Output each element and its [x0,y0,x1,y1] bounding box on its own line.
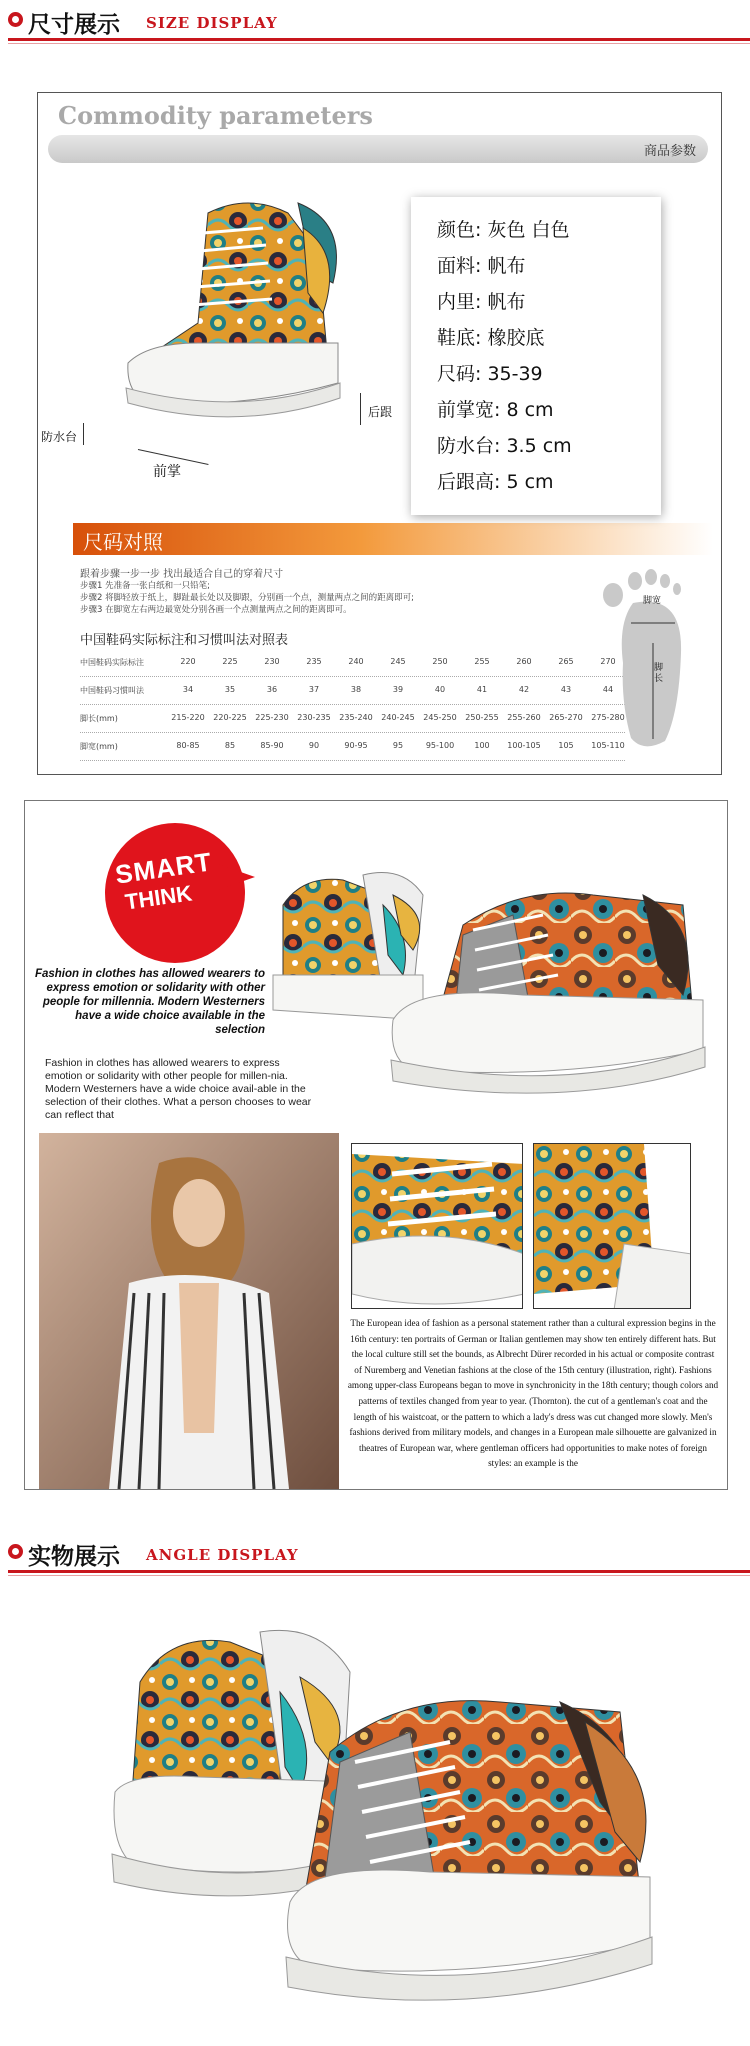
table-cell: 265 [558,657,574,666]
size-chart-banner-label: 尺码对照 [83,530,163,554]
table-cell: 39 [392,685,404,694]
angle-header-cn: 实物展示 [28,1544,120,1570]
table-cell: 85 [224,741,236,750]
table-cell: 250 [432,657,448,666]
table-cell: 275-280 [591,713,625,722]
commodity-parameters-title: Commodity parameters [58,101,373,130]
size-row-foot-width [80,735,625,761]
fashion-history-paragraph: The European idea of fashion as a personal statement rather than a cultural expression begins in the 16th century: ten portraits of German or Italian gentlemen may show ten entirely different hats. But the local culture still set the bounds, as Albrecht Dürer recorded in his actual or composite contrast of Nuremberg and Venetian fashions at the close of the 15th century (illustration, right). Fashions among upper-class Europeans began to move in synchronicity in the 18th century; though colors and patterns of textiles changed from year to year. (Thornton). the cut of a gentleman's coat and the length of his waistcoat, or the pattern to which a lady's dress was cut changed more slowly. Men's fashions derived from military models, and changes in a European male silhouette are galvanized in theatres of European war, where gentleman officers had opportunities to make notes of foreign styles: an example is the [347,1318,719,1469]
table-cell: 220-225 [213,713,247,722]
shoe-side-image [88,193,388,433]
spec-platform: 防水台: 3.5 cm [437,435,572,457]
parameters-bar-label: 商品参数 [643,144,696,159]
heel-label: 后跟 [368,405,393,419]
table-cell: 235 [306,657,322,666]
table-cell: 43 [560,685,572,694]
parameters-bar [48,135,708,163]
detail-thumbnail-toe [351,1143,523,1309]
table-cell: 40 [434,685,446,694]
angle-display-header [0,1532,750,1578]
table-cell: 35 [224,685,236,694]
body-text: Fashion in clothes has allowed wearers to express emotion or solidarity with other people for millen-nia. Modern Westerners have a wide choice avail-able in the selection of their clothes. What a person chooses to wear can reflect that [45,1057,312,1121]
table-cell: 265-270 [549,713,583,722]
tagline-text: Fashion in clothes has allowed wearers to express emotion or solidarity with other people for millennia. Modern Westerners have a wide choice available in the selection [34,968,265,1036]
table-cell: 235-240 [339,713,373,722]
table-cell: 225 [222,657,238,666]
bullet-icon [8,1544,23,1559]
size-step-3: 步骤3 在脚宽左右两边最宽处分别各画一个点测量两点之间的距离即可。 [80,605,352,615]
size-row-foot-length [80,707,625,733]
table-cell: 250-255 [465,713,499,722]
table-cell: 240-245 [381,713,415,722]
spec-forefoot: 前掌宽: 8 cm [437,399,554,421]
table-cell: 90-95 [344,741,368,750]
spec-heel: 后跟高: 5 cm [437,471,554,493]
table-cell: 220 [180,657,196,666]
size-step-intro: 跟着步骤一步一步 找出最适合自己的穿着尺寸 [80,569,284,580]
spec-size: 尺码: 35-39 [437,363,543,385]
table-cell: 230-235 [297,713,331,722]
table-cell: 80-85 [176,741,200,750]
table-cell: 255 [474,657,490,666]
model-photo [39,1133,339,1489]
spec-fabric: 面料: 帆布 [437,255,526,277]
size-step-2: 步骤2 将脚轻放于纸上，脚趾最长处以及脚跟，分别画一个点，测量两点之间的距离即可; [80,593,414,603]
table-cell: 100-105 [507,741,541,750]
spec-sole: 鞋底: 橡胶底 [437,327,545,349]
model-illustration [39,1133,339,1489]
smart-word: SMART [113,846,214,890]
spec-lining: 内里: 帆布 [437,291,526,313]
table-cell: 105-110 [591,741,625,750]
table-cell: 95-100 [425,741,455,750]
table-cell: 42 [518,685,530,694]
detail-thumbnail-side [533,1143,691,1309]
table-cell: 37 [308,685,320,694]
table-cell: 38 [350,685,362,694]
table-cell: 255-260 [507,713,541,722]
think-word: THINK [123,880,194,915]
toe-detail-image [352,1144,523,1309]
side-detail-image [534,1144,691,1309]
table-cell: 34 [182,685,194,694]
heel-dimension-line [360,393,361,425]
spec-card [411,197,661,515]
smart-think-panel [24,800,728,1490]
row-label: 脚长(mm) [80,714,118,723]
foot-width-label: 脚宽 [643,596,662,606]
angle-display-image [0,1592,750,2042]
table-cell: 41 [476,685,488,694]
commodity-parameters-panel [37,92,722,775]
platform-dimension-line [83,423,84,445]
table-cell: 245 [390,657,406,666]
table-cell: 95 [392,741,404,750]
shoe-pair-angle-image [0,1592,750,2042]
row-label: 中国鞋码习惯叫法 [80,686,144,695]
table-cell: 90 [308,741,320,750]
angle-header-en: ANGLE DISPLAY [146,1546,299,1564]
header-divider-thin [8,1575,750,1576]
table-cell: 100 [474,741,490,750]
shoe-pair-image [263,835,723,1105]
header-divider [8,1570,750,1573]
table-cell: 85-90 [260,741,284,750]
table-cell: 36 [266,685,278,694]
table-cell: 44 [602,685,614,694]
row-label: 中国鞋码实际标注 [80,658,144,667]
table-cell: 240 [348,657,364,666]
size-table-title: 中国鞋码实际标注和习惯叫法对照表 [80,633,289,648]
row-label: 脚宽(mm) [80,742,118,751]
foot-length-label: 脚长 [654,663,664,684]
header-divider-thin [8,43,750,44]
footprint-icon [583,563,703,753]
table-cell: 245-250 [423,713,457,722]
size-header-en: SIZE DISPLAY [146,14,278,32]
table-cell: 105 [558,741,574,750]
table-cell: 230 [264,657,280,666]
table-cell: 225-230 [255,713,289,722]
size-row-common [80,679,625,705]
spec-color: 颜色: 灰色 白色 [437,219,570,241]
table-cell: 215-220 [171,713,205,722]
size-display-header [0,0,750,46]
bullet-icon [8,12,23,27]
table-cell: 270 [600,657,616,666]
size-header-cn: 尺寸展示 [28,12,120,38]
size-row-standard [80,651,625,677]
size-chart-banner [73,523,713,555]
size-step-1: 步骤1 先准备一张白纸和一只铅笔; [80,581,210,591]
table-cell: 260 [516,657,532,666]
platform-label: 防水台 [41,430,78,444]
forefoot-label: 前掌 [153,464,181,480]
header-divider [8,38,750,41]
